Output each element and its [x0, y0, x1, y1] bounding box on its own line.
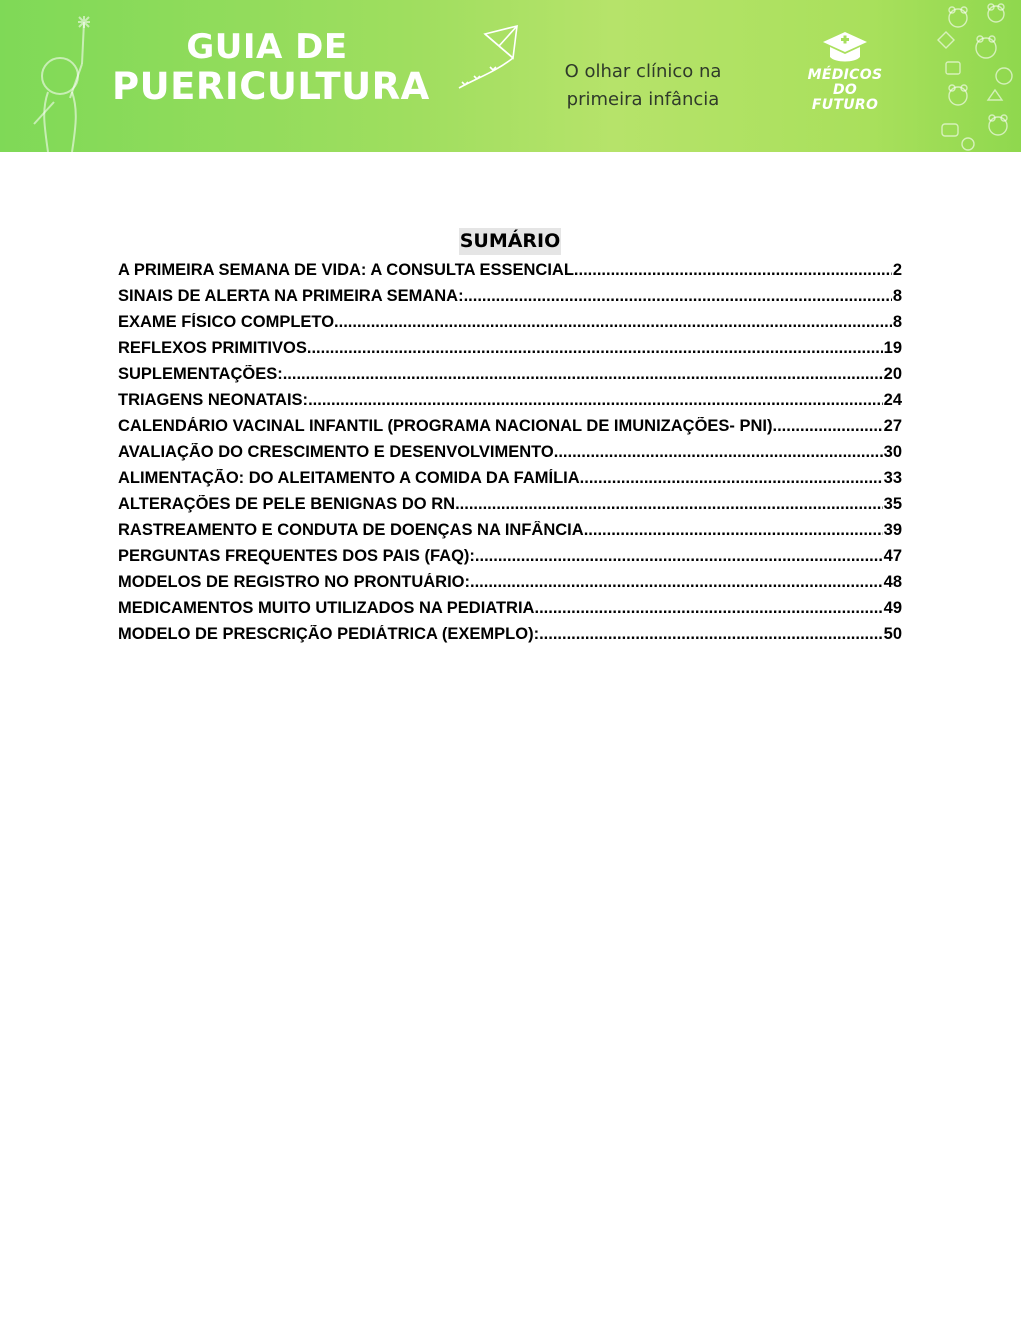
toc-entry-label: REFLEXOS PRIMITIVOS — [118, 339, 307, 357]
toc-entry[interactable] — [118, 261, 902, 287]
toc-entry-page-number: 47 — [883, 547, 902, 565]
toc-entry-label: MODELOS DE REGISTRO NO PRONTUÁRIO: — [118, 573, 471, 591]
toc-entry-label: SUPLEMENTAÇÕES: — [118, 365, 283, 383]
toc-entry[interactable] — [118, 443, 902, 469]
toc-entry[interactable] — [118, 521, 902, 547]
toc-entry-label: EXAME FÍSICO COMPLETO — [118, 313, 335, 331]
toc-entry-label: MODELO DE PRESCRIÇÃO PEDIÁTRICA (EXEMPLO): — [118, 625, 540, 643]
toc-entry-page-number: 48 — [883, 573, 902, 591]
toc-entry-leader-dots — [773, 417, 883, 436]
toc-entry-leader-dots — [539, 625, 883, 644]
toc-entry[interactable] — [118, 417, 902, 443]
toc-entry-page-number: 33 — [883, 469, 902, 487]
toc-entry-label: PERGUNTAS FREQUENTES DOS PAIS (FAQ): — [118, 547, 475, 565]
toc-entry[interactable] — [118, 547, 902, 573]
tagline — [548, 58, 738, 114]
toc-entry-page-number: 50 — [883, 625, 902, 643]
toc-entry-leader-dots — [475, 547, 883, 566]
toc-entry-leader-dots — [580, 469, 883, 488]
toc-entry-leader-dots — [455, 495, 883, 514]
toc-entry-page-number: 39 — [883, 521, 902, 539]
tagline-line-1: O olhar clínico na — [564, 61, 722, 82]
title-line-1: GUIA DE — [186, 27, 348, 67]
medicos-do-futuro-logo — [800, 30, 890, 113]
toc-entry-page-number: 8 — [892, 313, 902, 331]
toc-entry-page-number: 24 — [883, 391, 902, 409]
toc-entry[interactable] — [118, 287, 902, 313]
toc-entry-label: MEDICAMENTOS MUITO UTILIZADOS NA PEDIATRIA — [118, 599, 535, 617]
toc-entry[interactable] — [118, 339, 902, 365]
toc-entry[interactable] — [118, 469, 902, 495]
toc-entry-page-number: 35 — [883, 495, 902, 513]
toc-entry-leader-dots — [584, 521, 883, 540]
toc-entry[interactable] — [118, 599, 902, 625]
guide-title — [112, 27, 430, 109]
toc-entry[interactable] — [118, 391, 902, 417]
toc-entry-label: SINAIS DE ALERTA NA PRIMEIRA SEMANA: — [118, 287, 464, 305]
tagline-line-2: primeira infância — [566, 89, 720, 110]
toc-entry-leader-dots — [574, 261, 892, 280]
toc-entry-label: CALENDÁRIO VACINAL INFANTIL (PROGRAMA NACIONAL DE IMUNIZAÇÕES- PNI) — [118, 417, 773, 435]
toc-entry-page-number: 19 — [883, 339, 902, 357]
toc-entry-label: TRIAGENS NEONATAIS: — [118, 391, 309, 409]
toc-title-text: SUMÁRIO — [459, 228, 562, 255]
logo-line-2: DO FUTURO — [811, 82, 879, 113]
toc-entry-leader-dots — [554, 443, 883, 462]
toc-entry[interactable] — [118, 365, 902, 391]
toc-entry-page-number: 49 — [883, 599, 902, 617]
toc-entry[interactable] — [118, 313, 902, 339]
toc-entry-leader-dots — [307, 339, 883, 358]
toc-entry[interactable] — [118, 495, 902, 521]
toc-entry-leader-dots — [534, 599, 882, 618]
kite-icon — [455, 22, 525, 97]
toc-entry-label: RASTREAMENTO E CONDUTA DE DOENÇAS NA INFÂNCIA — [118, 521, 584, 539]
toc-entry-page-number: 8 — [892, 287, 902, 305]
graduation-cap-logo-icon — [821, 30, 869, 66]
header-banner — [0, 0, 1021, 152]
toc-entry[interactable] — [118, 625, 902, 651]
toc-title — [118, 228, 902, 255]
toc-entry[interactable] — [118, 573, 902, 599]
toc-entry-page-number: 27 — [883, 417, 902, 435]
toc-entry-page-number: 20 — [883, 365, 902, 383]
toc-entry-leader-dots — [464, 287, 892, 306]
toc-entry-leader-dots — [334, 313, 892, 332]
toc-entry-leader-dots — [308, 391, 883, 410]
toc-entry-label: ALTERAÇÕES DE PELE BENIGNAS DO RN — [118, 495, 456, 513]
toc-entry-label: ALIMENTAÇÃO: DO ALEITAMENTO A COMIDA DA FAMÍLIA — [118, 469, 580, 487]
child-balloon-icon — [14, 14, 114, 152]
toc-entry-page-number: 30 — [883, 443, 902, 461]
toc-entry-leader-dots — [283, 365, 883, 384]
logo-text — [800, 68, 890, 113]
toc-entry-label: AVALIAÇÃO DO CRESCIMENTO E DESENVOLVIMENTO — [118, 443, 554, 461]
toc-entry-label: A PRIMEIRA SEMANA DE VIDA: A CONSULTA ESSENCIAL — [118, 261, 574, 279]
toc-entry-leader-dots — [470, 573, 883, 592]
toc-entry-page-number: 2 — [892, 261, 902, 279]
table-of-contents — [118, 228, 902, 651]
logo-line-1: MÉDICOS — [807, 67, 883, 83]
toys-pattern-icon — [928, 0, 1021, 152]
toc-list — [118, 261, 902, 651]
title-line-2: PUERICULTURA — [112, 65, 430, 109]
